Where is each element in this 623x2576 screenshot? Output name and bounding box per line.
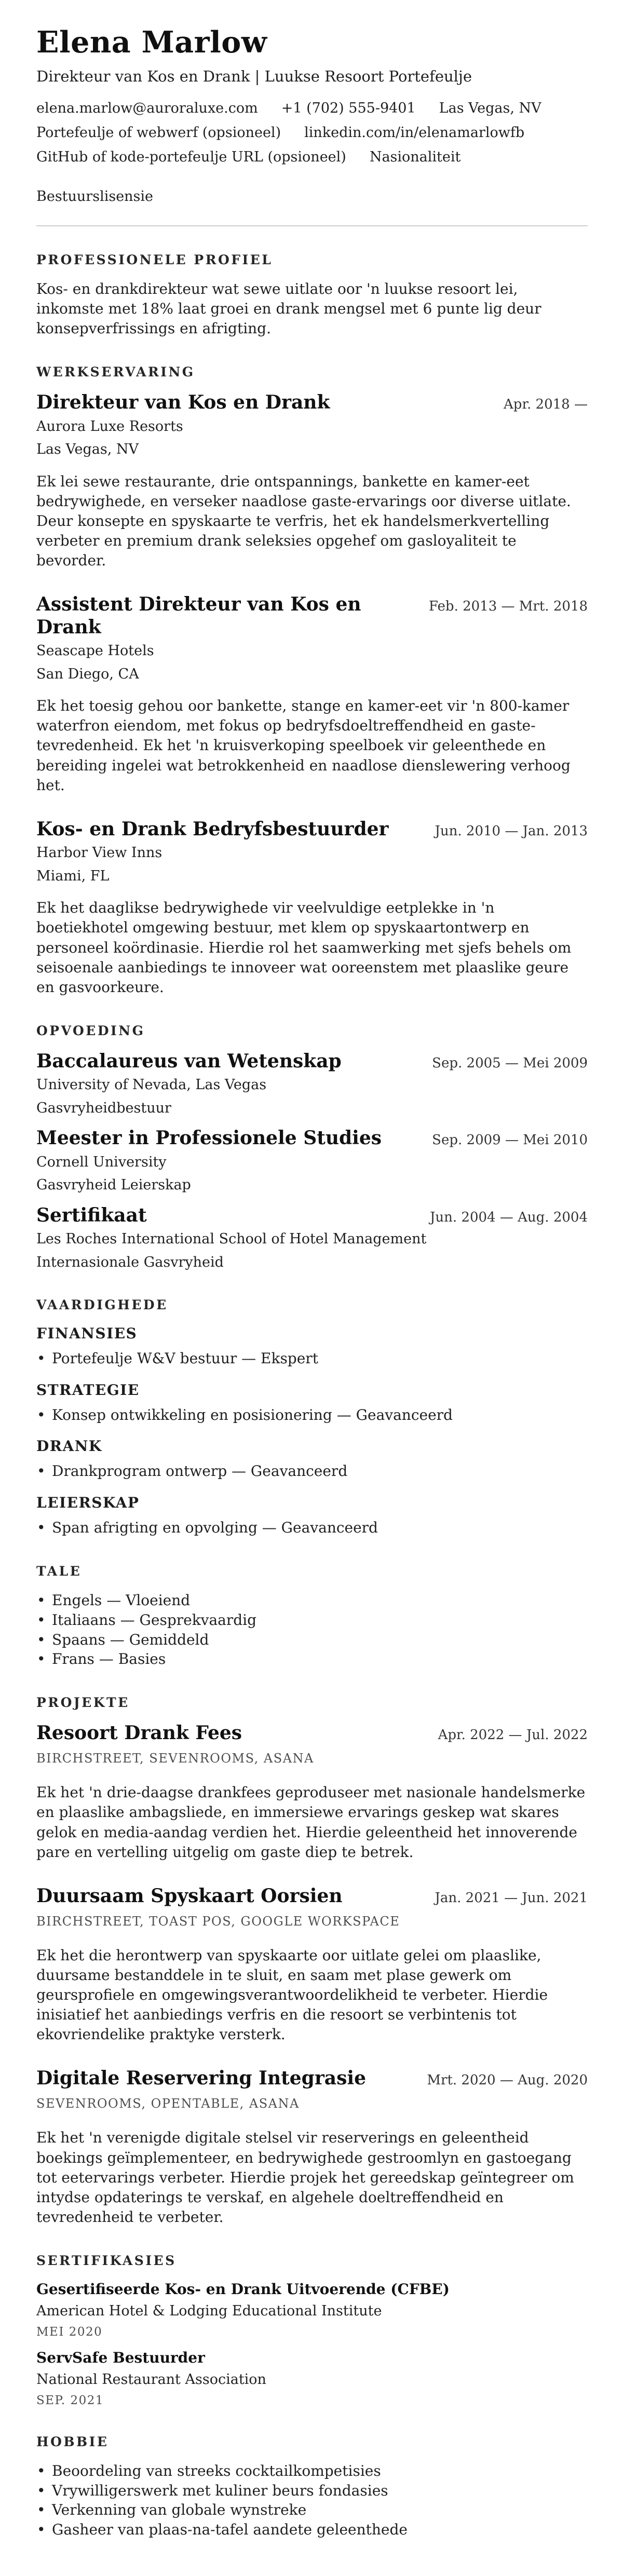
job-head <box>36 593 588 638</box>
skill-category <box>36 1494 588 1538</box>
study-focus: Internasionale Gasvryheid <box>36 1254 224 1271</box>
job-entry <box>36 818 588 997</box>
degree-date: Jun. 2004 — Aug. 2004 <box>429 1210 588 1226</box>
study-focus: Gasvryheidbestuur <box>36 1100 171 1116</box>
contact-email: elena.marlow@auroraluxe.com <box>36 100 258 116</box>
certification-entry <box>36 2280 588 2340</box>
school-name: University of Nevada, Las Vegas <box>36 1076 267 1093</box>
projects-heading: PROJEKTE <box>36 1695 130 1711</box>
skill-list <box>36 1405 588 1425</box>
job-date: Feb. 2013 — Mrt. 2018 <box>428 599 588 615</box>
contact-row-1 <box>36 100 588 116</box>
experience-heading: WERKSERVARING <box>36 364 195 380</box>
project-tools: BIRCHSTREET, SEVENROOMS, ASANA <box>36 1751 314 1766</box>
project-head <box>36 2067 588 2090</box>
job-location: Miami, FL <box>36 867 110 884</box>
job-title: Kos- en Drank Bedryfsbestuurder <box>36 818 389 840</box>
cert-issuer: National Restaurant Association <box>36 2371 266 2388</box>
skill-category-name: LEIERSKAP <box>36 1494 140 1512</box>
study-focus: Gasvryheid Leierskap <box>36 1177 191 1194</box>
project-entry <box>36 1885 588 2045</box>
profile-text: Kos- en drankdirekteur wat sewe uitlate oor 'n luukse resoort lei, inkomste met 18% laat groei en drank mengsel met 6 punte lig deur konsepverfrissings en afrigting. <box>36 280 541 337</box>
language-item: • Italiaans — Gesprekvaardig <box>36 1610 588 1630</box>
project-entry <box>36 2067 588 2227</box>
education-heading: OPVOEDING <box>36 1023 145 1038</box>
project-date: Jan. 2021 — Jun. 2021 <box>435 1890 588 1906</box>
contact-location: Las Vegas, NV <box>439 100 541 116</box>
education-entry <box>36 1127 588 1194</box>
skill-category <box>36 1381 588 1425</box>
hobby-item: • Vrywilligerswerk met kuliner beurs fondasies <box>36 2481 588 2501</box>
cert-date: MEI 2020 <box>36 2325 103 2339</box>
project-tools: BIRCHSTREET, TOAST POS, GOOGLE WORKSPACE <box>36 1914 400 1929</box>
education-list <box>36 1050 588 1271</box>
cert-title: Gesertifiseerde Kos- en Drank Uitvoerende (CFBE) <box>36 2280 450 2298</box>
contact-row-3 <box>36 149 588 205</box>
cert-date: SEP. 2021 <box>36 2394 104 2408</box>
education-head <box>36 1050 588 1073</box>
skill-list <box>36 1349 588 1368</box>
degree-date: Sep. 2005 — Mei 2009 <box>432 1055 588 1071</box>
project-entry <box>36 1722 588 1862</box>
skill-item: • Konsep ontwikkeling en posisionering — Geavanceerd <box>36 1405 588 1425</box>
skill-category <box>36 1324 588 1368</box>
certification-entry <box>36 2349 588 2408</box>
section-education <box>36 1023 588 1271</box>
job-company: Aurora Luxe Resorts <box>36 418 183 435</box>
project-title: Digitale Reservering Integrasie <box>36 2067 366 2090</box>
hobbies-heading: HOBBIE <box>36 2434 109 2449</box>
job-entry <box>36 391 588 571</box>
skill-category <box>36 1437 588 1481</box>
job-company: Seascape Hotels <box>36 642 154 659</box>
language-item: • Frans — Basies <box>36 1649 588 1669</box>
job-description: Ek lei sewe restaurante, drie ontspannings, bankette en kamer-eet bedrywighede, en verseker naadlose gaste-ervarings oor diverse uitlate. Deur konsepte en spyskaarte te verfris, het ek handelsmerkvertelling verbeter en premium drank seleksies opgehef om gasloyaliteit te bevorder. <box>36 473 571 570</box>
education-entry <box>36 1050 588 1117</box>
project-description: Ek het 'n drie-daagse drankfees geproduseer met nasionale handelsmerke en plaaslike ambagsliede, en immersiewe ervarings geskep wat skares gelok en media-aandag verdien het. Hierdie geleentheid het innoverende pare en vertelling uitgelig om gaste diep te betrek. <box>36 1784 586 1861</box>
contact-nationality: Nasionaliteit <box>369 149 461 166</box>
language-list <box>36 1591 588 1669</box>
project-date: Mrt. 2020 — Aug. 2020 <box>427 2072 588 2089</box>
skill-category-name: FINANSIES <box>36 1324 138 1342</box>
section-certifications <box>36 2253 588 2408</box>
education-head <box>36 1127 588 1149</box>
languages-heading: TALE <box>36 1564 82 1579</box>
section-skills <box>36 1297 588 1538</box>
skill-item: • Portefeulje W&V bestuur — Ekspert <box>36 1349 588 1368</box>
degree-title: Baccalaureus van Wetenskap <box>36 1050 342 1072</box>
section-hobbies <box>36 2434 588 2540</box>
hobby-item: • Beoordeling van streeks cocktailkompetisies <box>36 2461 588 2481</box>
skill-list <box>36 1461 588 1481</box>
project-head <box>36 1722 588 1744</box>
person-title: Direkteur van Kos en Drank | Luukse Resoort Portefeulje <box>36 67 472 86</box>
job-location: San Diego, CA <box>36 666 139 682</box>
contact-phone: +1 (702) 555-9401 <box>281 100 416 116</box>
cert-issuer: American Hotel & Lodging Educational Institute <box>36 2302 382 2319</box>
profile-heading: PROFESSIONELE PROFIEL <box>36 252 273 268</box>
section-experience <box>36 364 588 997</box>
education-head <box>36 1204 588 1227</box>
section-languages <box>36 1564 588 1669</box>
job-company: Harbor View Inns <box>36 844 162 861</box>
contact-linkedin: linkedin.com/in/elenamarlowfb <box>304 124 525 141</box>
project-head <box>36 1885 588 1907</box>
skill-category-name: DRANK <box>36 1438 102 1455</box>
resume-header <box>36 24 588 226</box>
person-name: Elena Marlow <box>36 25 267 60</box>
job-head <box>36 818 588 840</box>
section-projects <box>36 1695 588 2227</box>
contact-portfolio: Portefeulje of webwerf (opsioneel) <box>36 124 281 141</box>
section-profile <box>36 252 588 338</box>
hobby-item: • Gasheer van plaas-na-tafel aandete geleenthede <box>36 2520 588 2540</box>
school-name: Cornell University <box>36 1154 167 1170</box>
header-divider <box>36 225 588 226</box>
job-title: Direkteur van Kos en Drank <box>36 391 330 414</box>
language-item: • Spaans — Gemiddeld <box>36 1630 588 1650</box>
job-title: Assistent Direkteur van Kos en Drank <box>36 593 361 638</box>
language-item: • Engels — Vloeiend <box>36 1591 588 1610</box>
project-tools: SEVENROOMS, OPENTABLE, ASANA <box>36 2096 300 2111</box>
project-date: Apr. 2022 — Jul. 2022 <box>438 1727 588 1743</box>
hobby-list <box>36 2461 588 2540</box>
education-entry <box>36 1204 588 1271</box>
certifications-heading: SERTIFIKASIES <box>36 2253 177 2268</box>
project-description: Ek het 'n verenigde digitale stelsel vir reserverings en geleentheid boekings geïmplementeer, en bedrywighede gestroomlyn en gastoegang tot eetervarings verbeter. Hierdie projek het gereedskap geïntegreer om intydse opdaterings te verskaf, en algehele doeltreffendheid en tevredenheid te verbeter. <box>36 2129 574 2226</box>
project-title: Resoort Drank Fees <box>36 1722 242 1744</box>
job-location: Las Vegas, NV <box>36 441 139 458</box>
skill-list <box>36 1518 588 1538</box>
project-title: Duursaam Spyskaart Oorsien <box>36 1884 343 1907</box>
project-description: Ek het die herontwerp van spyskaarte oor uitlate gelei om plaaslike, duursame bestanddele in te sluit, en saam met plase gewerk om geursprofiele en omgewingsverantwoordelikheid te verbeter. Hierdie inisiatief het aanbiedings verfris en die resoort se verbintenis tot ekovriendelike praktyke versterk. <box>36 1946 548 2043</box>
job-date: Apr. 2018 — <box>504 397 588 413</box>
skill-item: • Drankprogram ontwerp — Geavanceerd <box>36 1461 588 1481</box>
degree-title: Meester in Professionele Studies <box>36 1127 382 1149</box>
cert-title: ServSafe Bestuurder <box>36 2349 205 2367</box>
school-name: Les Roches International School of Hotel Management <box>36 1231 427 1248</box>
skills-heading: VAARDIGHEDE <box>36 1297 168 1312</box>
job-description: Ek het daaglikse bedrywighede vir veelvuldige eetplekke in 'n boetiekhotel omgewing bestuur, met klem op spyskaartontwerp en personeel koördinasie. Hierdie rol het saamwerking met sjefs behels om seisoenale aanbiedings te innoveer wat ooreenstem met plaaslike geure en gasvoorkeure. <box>36 899 572 996</box>
job-date: Jun. 2010 — Jan. 2013 <box>435 823 588 839</box>
contact-github: GitHub of kode-portefeulje URL (opsioneel) <box>36 149 346 166</box>
skill-category-name: STRATEGIE <box>36 1381 140 1399</box>
degree-date: Sep. 2009 — Mei 2010 <box>432 1132 588 1148</box>
job-head <box>36 391 588 414</box>
contact-license: Bestuurslisensie <box>36 188 154 205</box>
job-description: Ek het toesig gehou oor bankette, stange en kamer-eet vir 'n 800-kamer waterfron eiendom, met fokus op bedryfsdoeltreffendheid en gaste-tevredenheid. Ek het 'n kruisverkoping speelboek vir geleenthede en bereiding ingelei wat betrokkenheid en naadlose dienslewering verhoog het. <box>36 697 571 794</box>
job-entry <box>36 593 588 795</box>
degree-title: Sertifikaat <box>36 1204 147 1227</box>
contact-row-2 <box>36 125 588 141</box>
skill-item: • Span afrigting en opvolging — Geavanceerd <box>36 1518 588 1538</box>
hobby-item: • Verkenning van globale wynstreke <box>36 2500 588 2520</box>
